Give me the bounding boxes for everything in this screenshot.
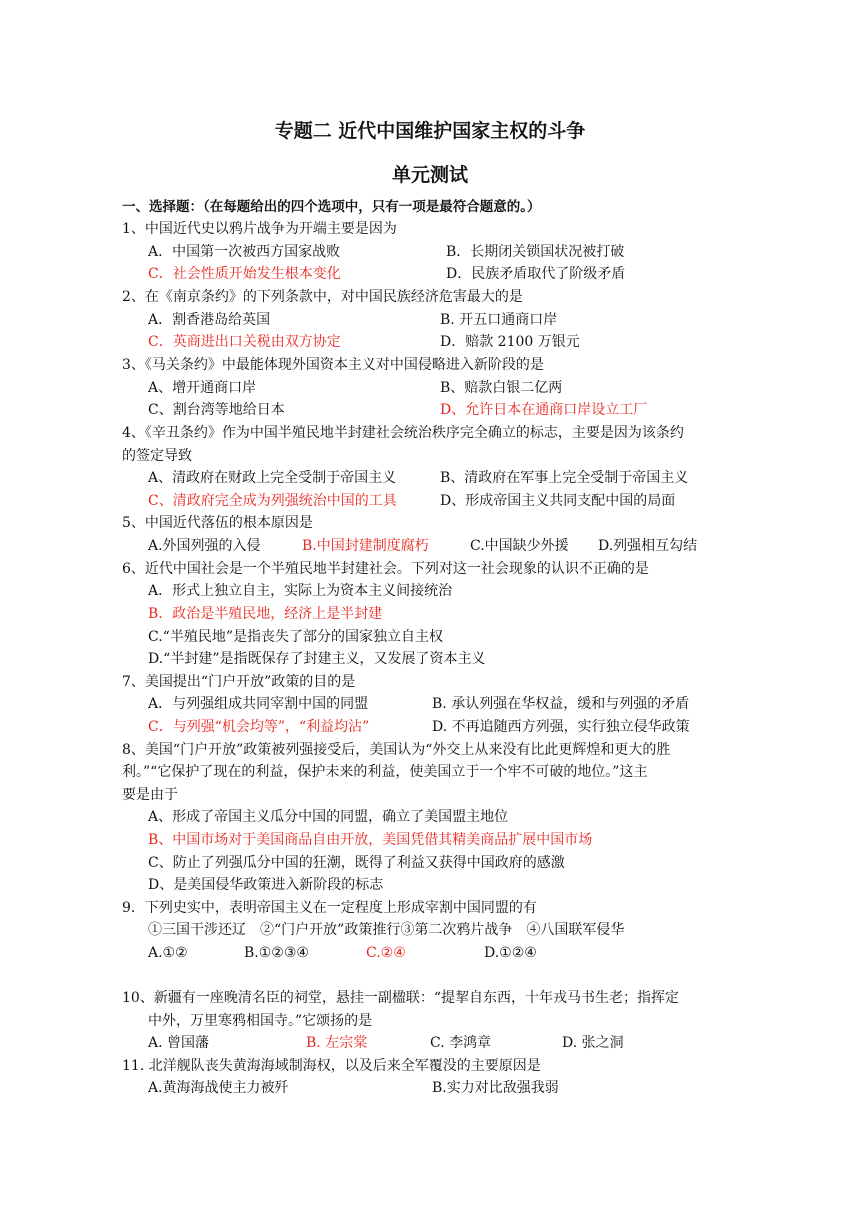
option-d: D．赔款 2100 万银元 (440, 334, 580, 350)
question-stem-text: 9．下列史实中，表明帝国主义在一定程度上形成宰割中国同盟的有 (122, 900, 537, 916)
option-b: B、赔款白银二亿两 (440, 380, 563, 396)
option-a: A．形式上独立自主，实际上为资本主义间接统治 (148, 583, 453, 599)
option-a: A.①② (148, 945, 188, 961)
option-b: B.实力对比敌强我弱 (432, 1080, 559, 1096)
option-b: B．长期闭关锁国状况被打破 (446, 244, 625, 260)
question-stem-text: 4、《辛丑条约》作为中国半殖民地半封建社会统治秩序完全确立的标志，主要是因为该条约 (122, 425, 684, 441)
option-a: A、增开通商口岸 (148, 380, 257, 396)
question-stem-text: 3、《马关条约》中最能体现外国资本主义对中国侵略进入新阶段的是 (122, 357, 544, 373)
option-a: A、清政府在财政上完全受制于帝国主义 (148, 470, 397, 486)
option-a: A．与列强组成共同宰割中国的同盟 (148, 696, 369, 712)
option-c: C.“半殖民地”是指丧失了部分的国家独立自主权 (148, 629, 443, 645)
question-9-items-text: ①三国干涉还辽 ②“门户开放”政策推行③第二次鸦片战争 ④八国联军侵华 (148, 922, 625, 938)
option-c-answer: C．英商进出口关税由双方协定 (148, 334, 341, 350)
option-a: A．割香港岛给英国 (148, 312, 271, 328)
question-stem-text: 10、新疆有一座晚清名臣的祠堂，悬挂一副楹联：“提挈自东西，十年戎马书生老；指挥定 (122, 990, 679, 1006)
question-stem-text: 的签定导致 (122, 448, 192, 464)
option-b: B. 开五口通商口岸 (440, 312, 558, 328)
option-b-answer: B. 左宗棠 (306, 1035, 368, 1051)
question-stem-text: 7、美国提出“门户开放”政策的目的是 (122, 674, 356, 690)
question-stem-text: 6、近代中国社会是一个半殖民地半封建社会。下列对这一社会现象的认识不正确的是 (122, 561, 649, 577)
option-c: C.中国缺少外援 (470, 538, 569, 554)
question-stem-text: 2、在《南京条约》的下列条款中，对中国民族经济危害最大的是 (122, 289, 523, 305)
option-a: A、形成了帝国主义瓜分中国的同盟，确立了美国盟主地位 (148, 809, 509, 825)
option-d-answer: D、允许日本在通商口岸设立工厂 (440, 402, 648, 418)
option-a: A. 曾国藩 (148, 1035, 210, 1051)
option-a: A．中国第一次被西方国家战败 (148, 244, 341, 260)
option-b: B. 承认列强在华权益，缓和与列强的矛盾 (432, 696, 690, 712)
option-d: D. 张之洞 (562, 1035, 624, 1051)
option-d: D、是美国侵华政策进入新阶段的标志 (148, 877, 384, 893)
option-b-answer: B．政治是半殖民地，经济上是半封建 (148, 606, 383, 622)
option-b-answer: B、中国市场对于美国商品自由开放，美国凭借其精美商品扩展中国市场 (148, 832, 593, 848)
option-c: C、防止了列强瓜分中国的狂潮，既得了利益又获得中国政府的感激 (148, 855, 565, 871)
option-a: A.外国列强的入侵 (148, 538, 261, 554)
question-stem-text: 5、中国近代落伍的根本原因是 (122, 515, 313, 531)
option-c-answer: C、清政府完全成为列强统治中国的工具 (148, 493, 397, 509)
option-d: D.列强相互勾结 (598, 538, 698, 554)
option-d: D. 不再追随西方列强，实行独立侵华政策 (432, 719, 690, 735)
option-c-answer: C.②④ (366, 945, 406, 961)
section-heading-text: 一、选择题：（在每题给出的四个选项中，只有一项是最符合题意的。） (122, 199, 541, 215)
question-stem-text: 利。”“它保护了现在的利益，保护未来的利益，使美国立于一个牢不可破的地位。”这主 (122, 764, 648, 780)
option-d: D．民族矛盾取代了阶级矛盾 (446, 266, 626, 282)
option-d: D.①②④ (484, 945, 537, 961)
option-c-answer: C．社会性质开始发生根本变化 (148, 266, 341, 282)
option-a: A.黄海海战使主力被歼 (148, 1080, 289, 1096)
option-c: C、割台湾等地给日本 (148, 402, 285, 418)
option-c-answer: C．与列强“机会均等”，“利益均沾” (148, 719, 370, 735)
question-stem-text: 8、美国“门户开放”政策被列强接受后，美国认为“外交上从来没有比此更辉煌和更大的胜 (122, 742, 671, 758)
page-title: 专题二 近代中国维护国家主权的斗争 (274, 120, 586, 142)
option-d: D.“半封建”是指既保存了封建主义，又发展了资本主义 (148, 651, 486, 667)
question-stem-text: 中外，万里寒鸦相国寺。”它颂扬的是 (148, 1013, 373, 1029)
question-stem-text: 要是由于 (122, 787, 178, 803)
option-c: C. 李鸿章 (430, 1035, 492, 1051)
question-stem-text: 11. 北洋舰队丧失黄海海域制海权，以及后来全军覆没的主要原因是 (122, 1058, 541, 1074)
question-stem-text: 1、中国近代史以鸦片战争为开端主要是因为 (122, 221, 397, 237)
option-b-answer: B.中国封建制度腐朽 (302, 538, 429, 554)
option-b: B.①②③④ (244, 945, 309, 961)
page-subtitle: 单元测试 (391, 164, 468, 186)
option-b: B、清政府在军事上完全受制于帝国主义 (440, 470, 689, 486)
option-d: D、形成帝国主义共同支配中国的局面 (440, 493, 676, 509)
